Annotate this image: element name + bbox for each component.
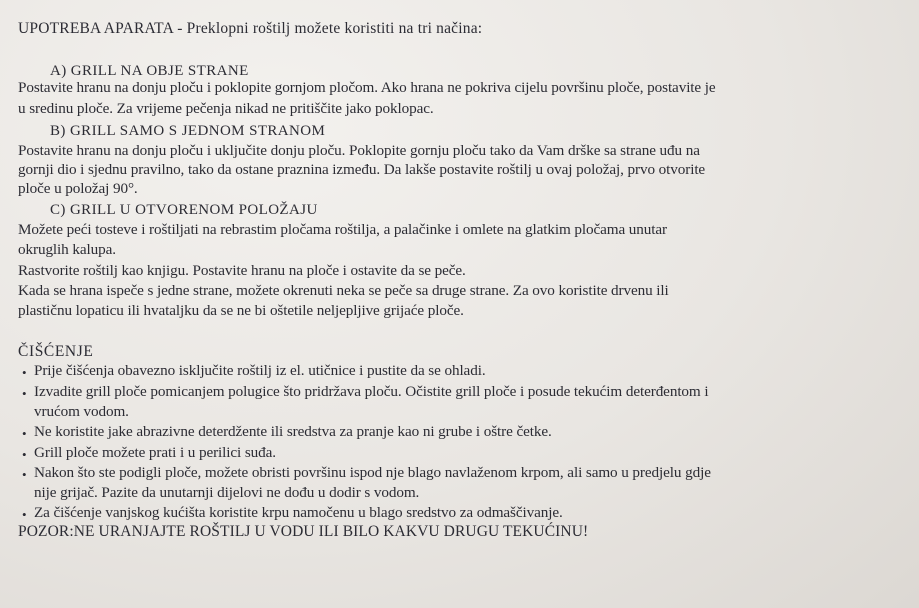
cleaning-item-2: Izvadite grill ploče pomicanjem polugice što pridržava ploču. Očistite grill ploče i posude tekućim deterđentom i [34, 383, 709, 400]
section-c-line-5: plastičnu lopaticu ili hvataljku da se ne bi oštetile neljepljive grijaće ploče. [18, 302, 464, 319]
bullet-icon: • [22, 386, 27, 401]
section-c-line-1: Možete peći tosteve i roštiljati na rebrastim pločama roštilja, a palačinke i omlete na glatkim pločama unutar [18, 221, 668, 238]
section-a-heading: A) GRILL NA OBJE STRANE [50, 63, 249, 79]
section-b-line-1: Postavite hranu na donju ploču i uključite donju ploču. Poklopite gornju ploču tako da Vam drške sa strane uđu na [18, 142, 700, 159]
cleaning-item-4: Grill ploče možete prati i u perilici suđa. [34, 444, 276, 461]
section-b-heading: B) GRILL SAMO S JEDNOM STRANOM [50, 123, 326, 139]
bullet-icon: • [22, 507, 27, 522]
bullet-icon: • [22, 365, 27, 380]
usage-intro: - Preklopni roštilj možete koristiti na tri načina: [177, 20, 483, 37]
cleaning-item-5: Nakon što ste podigli ploče, možete obristi površinu ispod nje blago navlaženom krpom, ali samo u predjelu gdje [34, 464, 711, 481]
section-c-heading: C) GRILL U OTVORENOM POLOŽAJU [50, 202, 318, 218]
section-a-line-2: u sredinu ploče. Za vrijeme pečenja nikad ne pritiščite jako poklopac. [18, 100, 434, 117]
section-c-line-3: Rastvorite roštilj kao knjigu. Postavite hranu na ploče i ostavite da se peče. [18, 262, 466, 279]
bullet-icon: • [22, 447, 27, 462]
cleaning-item-2-cont: vrućom vodom. [34, 403, 129, 420]
usage-heading [18, 20, 482, 38]
section-b-line-3: ploče u položaj 90°. [18, 180, 138, 197]
cleaning-item-1: Prije čišćenja obavezno isključite roštilj iz el. utičnice i pustite da se ohladi. [34, 362, 486, 379]
cleaning-item-5-cont: nije grijač. Pazite da unutarnji dijelovi ne dođu u dodir s vodom. [34, 484, 420, 501]
cleaning-item-3: Ne koristite jake abrazivne deterdžente ili sredstva za pranje kao ni grube i oštre četke. [34, 423, 552, 440]
bullet-icon: • [22, 426, 27, 441]
section-c-line-4: Kada se hrana ispeče s jedne strane, možete okrenuti neka se peče sa druge strane. Za ovo koristite drvenu ili [18, 282, 669, 299]
section-b-line-2: gornji dio i sjednu pravilno, tako da ostane praznina između. Da lakše postavite roštilj u ovaj položaj, prvo otvorite [18, 161, 706, 178]
section-c-line-2: okruglih kalupa. [18, 241, 116, 258]
section-a-line-1: Postavite hranu na donju ploču i poklopite gornjom pločom. Ako hrana ne pokriva cijelu površinu ploče, postavite je [18, 79, 716, 96]
warning-text: POZOR:NE URANJAJTE ROŠTILJ U VODU ILI BILO KAKVU DRUGU TEKUĆINU! [18, 523, 589, 540]
cleaning-item-6: Za čišćenje vanjskog kućišta koristite krpu namočenu u blago sredstvo za odmaščivanje. [34, 504, 563, 521]
cleaning-title: ČIŠĆENJE [18, 343, 94, 360]
bullet-icon: • [22, 467, 27, 482]
usage-title: UPOTREBA APARATA [18, 20, 174, 37]
